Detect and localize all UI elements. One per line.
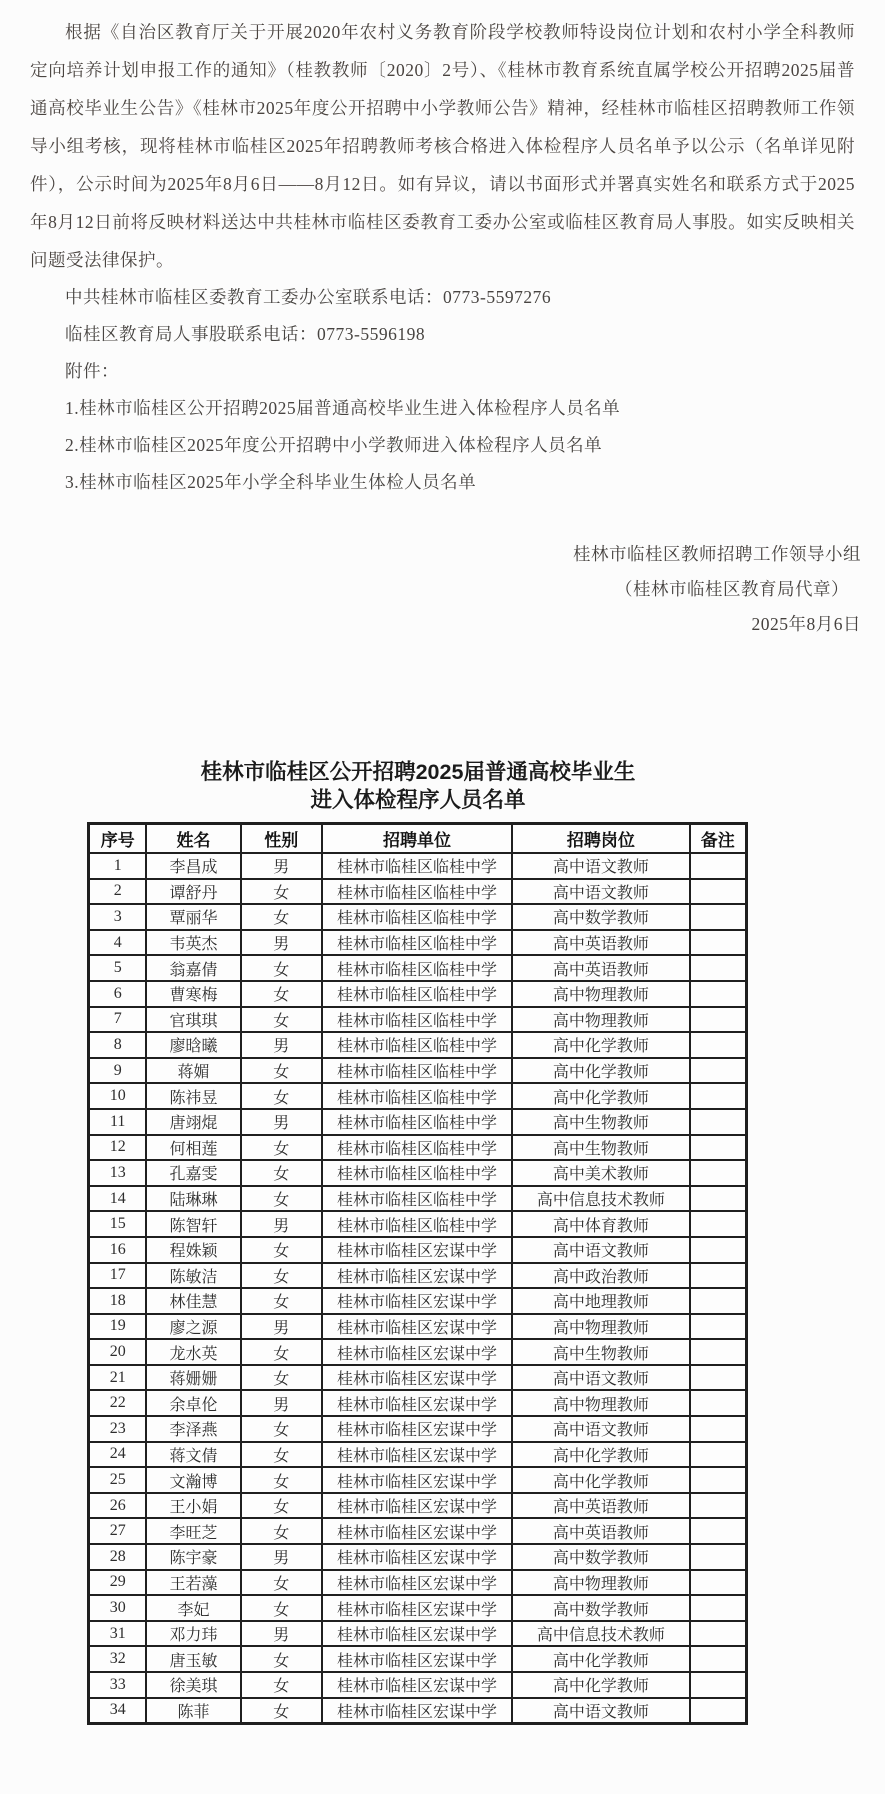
table-cell	[690, 1160, 746, 1186]
table-cell: 程姝颖	[146, 1237, 240, 1263]
table-cell: 高中英语教师	[512, 955, 689, 981]
table-cell: 覃丽华	[146, 904, 240, 930]
table-cell: 陈敏洁	[146, 1263, 240, 1289]
table-row	[89, 930, 746, 956]
table-cell: 27	[89, 1518, 146, 1544]
table-row	[89, 904, 746, 930]
table-cell: 22	[89, 1390, 146, 1416]
table-row	[89, 1032, 746, 1058]
signature-block	[0, 537, 885, 642]
table-cell: 高中物理教师	[512, 1314, 689, 1340]
table-cell: 34	[89, 1698, 146, 1724]
table-cell	[690, 930, 746, 956]
table-cell: 女	[241, 1672, 322, 1698]
table-cell: 谭舒丹	[146, 879, 240, 905]
table-cell: 高中化学教师	[512, 1467, 689, 1493]
table-cell: 桂林市临桂区宏谋中学	[322, 1237, 513, 1263]
table-cell: 女	[241, 981, 322, 1007]
table-cell	[690, 879, 746, 905]
table-row	[89, 1237, 746, 1263]
table-row	[89, 1135, 746, 1161]
table-row	[89, 879, 746, 905]
roster-table-title-line2: 进入体检程序人员名单	[310, 788, 526, 812]
table-cell	[690, 1186, 746, 1212]
table-cell: 桂林市临桂区临桂中学	[322, 879, 513, 905]
column-header-unit: 招聘单位	[322, 824, 513, 853]
table-cell: 19	[89, 1314, 146, 1340]
table-row	[89, 1467, 746, 1493]
table-cell: 高中物理教师	[512, 981, 689, 1007]
table-cell: 6	[89, 981, 146, 1007]
table-cell: 高中语文教师	[512, 1365, 689, 1391]
table-cell: 男	[241, 1314, 322, 1340]
table-cell: 韦英杰	[146, 930, 240, 956]
table-row	[89, 1518, 746, 1544]
table-cell: 26	[89, 1493, 146, 1519]
table-cell: 廖之源	[146, 1314, 240, 1340]
column-header-number: 序号	[89, 824, 146, 853]
table-cell: 陈祎昱	[146, 1083, 240, 1109]
table-cell: 女	[241, 1058, 322, 1084]
table-cell	[690, 1646, 746, 1672]
roster-table	[87, 822, 748, 1725]
table-cell: 男	[241, 1390, 322, 1416]
table-cell: 18	[89, 1288, 146, 1314]
table-cell: 高中化学教师	[512, 1646, 689, 1672]
table-cell: 徐美琪	[146, 1672, 240, 1698]
table-cell: 10	[89, 1083, 146, 1109]
table-cell: 25	[89, 1467, 146, 1493]
table-cell: 7	[89, 1007, 146, 1033]
table-cell	[690, 1314, 746, 1340]
table-cell: 高中政治教师	[512, 1263, 689, 1289]
table-cell: 桂林市临桂区临桂中学	[322, 1083, 513, 1109]
table-row	[89, 1416, 746, 1442]
table-cell: 翁嘉倩	[146, 955, 240, 981]
column-header-name: 姓名	[146, 824, 240, 853]
table-cell	[690, 1109, 746, 1135]
table-cell: 女	[241, 1237, 322, 1263]
table-cell: 桂林市临桂区宏谋中学	[322, 1288, 513, 1314]
table-cell: 男	[241, 1109, 322, 1135]
table-cell: 官琪琪	[146, 1007, 240, 1033]
table-cell: 女	[241, 1288, 322, 1314]
table-cell: 3	[89, 904, 146, 930]
table-cell: 16	[89, 1237, 146, 1263]
table-cell: 23	[89, 1416, 146, 1442]
table-cell: 高中数学教师	[512, 904, 689, 930]
table-cell: 桂林市临桂区宏谋中学	[322, 1442, 513, 1468]
table-cell	[690, 1007, 746, 1033]
table-cell: 女	[241, 1570, 322, 1596]
table-cell: 高中地理教师	[512, 1288, 689, 1314]
table-cell: 高中生物教师	[512, 1135, 689, 1161]
table-cell	[690, 1339, 746, 1365]
table-cell: 高中化学教师	[512, 1032, 689, 1058]
table-cell: 4	[89, 930, 146, 956]
table-cell: 29	[89, 1570, 146, 1596]
table-cell: 男	[241, 853, 322, 879]
table-row	[89, 1493, 746, 1519]
table-cell	[690, 1365, 746, 1391]
table-cell: 1	[89, 853, 146, 879]
table-row	[89, 1186, 746, 1212]
table-row	[89, 853, 746, 879]
table-cell: 何相莲	[146, 1135, 240, 1161]
table-cell: 女	[241, 1339, 322, 1365]
table-cell: 高中语文教师	[512, 879, 689, 905]
table-row	[89, 1698, 746, 1724]
roster-table-title-line1: 桂林市临桂区公开招聘2025届普通高校毕业生	[200, 760, 636, 784]
table-cell: 蒋姗姗	[146, 1365, 240, 1391]
column-header-gender: 性别	[241, 824, 322, 853]
table-cell	[690, 1467, 746, 1493]
table-row	[89, 981, 746, 1007]
table-cell: 14	[89, 1186, 146, 1212]
table-cell	[690, 853, 746, 879]
table-row	[89, 1390, 746, 1416]
table-cell: 女	[241, 1698, 322, 1724]
table-cell: 桂林市临桂区宏谋中学	[322, 1544, 513, 1570]
table-cell: 高中语文教师	[512, 1698, 689, 1724]
table-cell: 唐玉敏	[146, 1646, 240, 1672]
table-cell: 高中英语教师	[512, 1518, 689, 1544]
contact-phone-personnel: 临桂区教育局人事股联系电话：0773-5596198	[65, 324, 426, 344]
table-cell	[690, 1672, 746, 1698]
table-cell: 陆琳琳	[146, 1186, 240, 1212]
table-cell	[690, 1263, 746, 1289]
table-row	[89, 1211, 746, 1237]
table-cell: 高中语文教师	[512, 1416, 689, 1442]
table-cell: 2	[89, 879, 146, 905]
table-row	[89, 1365, 746, 1391]
table-cell	[690, 1416, 746, 1442]
table-cell	[690, 1442, 746, 1468]
table-cell: 李泽燕	[146, 1416, 240, 1442]
table-header-row	[89, 824, 746, 853]
table-cell: 女	[241, 1416, 322, 1442]
table-cell: 高中生物教师	[512, 1339, 689, 1365]
table-row	[89, 1160, 746, 1186]
table-cell: 女	[241, 1595, 322, 1621]
table-cell: 9	[89, 1058, 146, 1084]
signature-seal-note: （桂林市临桂区教育局代章）	[615, 579, 849, 599]
table-cell: 男	[241, 1544, 322, 1570]
table-cell	[690, 1211, 746, 1237]
table-cell: 20	[89, 1339, 146, 1365]
table-cell: 11	[89, 1109, 146, 1135]
table-cell: 女	[241, 1518, 322, 1544]
table-cell: 孔嘉雯	[146, 1160, 240, 1186]
table-row	[89, 1058, 746, 1084]
table-cell	[690, 1288, 746, 1314]
table-cell: 男	[241, 1621, 322, 1647]
table-cell: 李昌成	[146, 853, 240, 879]
table-cell: 高中化学教师	[512, 1058, 689, 1084]
table-cell: 男	[241, 1211, 322, 1237]
table-cell: 高中体育教师	[512, 1211, 689, 1237]
table-row	[89, 1672, 746, 1698]
announcement-document	[0, 13, 885, 1725]
table-cell: 高中英语教师	[512, 930, 689, 956]
table-cell: 12	[89, 1135, 146, 1161]
table-cell: 女	[241, 1263, 322, 1289]
table-cell: 余卓伦	[146, 1390, 240, 1416]
table-cell: 女	[241, 955, 322, 981]
table-cell: 男	[241, 1032, 322, 1058]
table-cell: 高中物理教师	[512, 1570, 689, 1596]
table-cell: 女	[241, 1467, 322, 1493]
table-cell: 桂林市临桂区宏谋中学	[322, 1672, 513, 1698]
table-cell: 30	[89, 1595, 146, 1621]
table-cell: 桂林市临桂区临桂中学	[322, 955, 513, 981]
table-row	[89, 1442, 746, 1468]
table-cell: 高中语文教师	[512, 1237, 689, 1263]
table-row	[89, 1109, 746, 1135]
table-cell: 21	[89, 1365, 146, 1391]
table-cell: 桂林市临桂区宏谋中学	[322, 1698, 513, 1724]
table-cell: 桂林市临桂区临桂中学	[322, 1186, 513, 1212]
table-cell: 女	[241, 1646, 322, 1672]
table-cell: 桂林市临桂区宏谋中学	[322, 1518, 513, 1544]
table-row	[89, 1621, 746, 1647]
table-cell	[690, 1595, 746, 1621]
table-cell: 曹寒梅	[146, 981, 240, 1007]
table-cell: 17	[89, 1263, 146, 1289]
table-cell: 女	[241, 1083, 322, 1109]
table-row	[89, 1570, 746, 1596]
table-cell: 高中美术教师	[512, 1160, 689, 1186]
roster-table-title	[88, 758, 748, 814]
contact-phone-office: 中共桂林市临桂区委教育工委办公室联系电话：0773-5597276	[65, 287, 552, 307]
attachments-label: 附件：	[65, 361, 119, 381]
table-cell: 高中信息技术教师	[512, 1621, 689, 1647]
table-row	[89, 1595, 746, 1621]
table-cell: 桂林市临桂区宏谋中学	[322, 1646, 513, 1672]
attachment-item-2: 2.桂林市临桂区2025年度公开招聘中小学教师进入体检程序人员名单	[65, 435, 603, 455]
table-cell: 高中数学教师	[512, 1595, 689, 1621]
table-cell: 龙水英	[146, 1339, 240, 1365]
table-cell: 8	[89, 1032, 146, 1058]
table-cell: 桂林市临桂区宏谋中学	[322, 1339, 513, 1365]
contact-and-attachments	[30, 279, 855, 501]
table-cell: 桂林市临桂区宏谋中学	[322, 1365, 513, 1391]
table-cell: 高中数学教师	[512, 1544, 689, 1570]
table-cell: 高中化学教师	[512, 1083, 689, 1109]
table-cell	[690, 1058, 746, 1084]
table-cell: 女	[241, 1442, 322, 1468]
table-cell: 高中英语教师	[512, 1493, 689, 1519]
column-header-remark: 备注	[690, 824, 746, 853]
table-cell: 李妃	[146, 1595, 240, 1621]
table-cell: 女	[241, 1365, 322, 1391]
table-cell: 高中物理教师	[512, 1007, 689, 1033]
column-header-position: 招聘岗位	[512, 824, 689, 853]
table-cell: 陈菲	[146, 1698, 240, 1724]
announcement-body: 根据《自治区教育厅关于开展2020年农村义务教育阶段学校教师特设岗位计划和农村小学全科教师定向培养计划申报工作的通知》（桂教教师〔2020〕2号）、《桂林市教育系统直属学校公开招聘2025届普通高校毕业生公告》《桂林市2025年度公开招聘中小学教师公告》精神，经桂林市临桂区招聘教师工作领导小组考核，现将桂林市临桂区2025年招聘教师考核合格进入体检程序人员名单予以公示（名单详见附件），公示时间为2025年8月6日——8月12日。如有异议，请以书面形式并署真实姓名和联系方式于2025年8月12日前将反映材料送达中共桂林市临桂区委教育工委办公室或临桂区教育局人事股。如实反映相关问题受法律保护。	[30, 22, 855, 270]
table-cell	[690, 1135, 746, 1161]
table-cell: 桂林市临桂区宏谋中学	[322, 1416, 513, 1442]
table-cell: 桂林市临桂区宏谋中学	[322, 1314, 513, 1340]
table-row	[89, 1083, 746, 1109]
table-row	[89, 1288, 746, 1314]
table-cell	[690, 1518, 746, 1544]
table-cell	[690, 981, 746, 1007]
table-row	[89, 1263, 746, 1289]
table-cell: 桂林市临桂区临桂中学	[322, 930, 513, 956]
table-cell: 桂林市临桂区临桂中学	[322, 1032, 513, 1058]
table-cell	[690, 1621, 746, 1647]
table-cell: 王小娟	[146, 1493, 240, 1519]
table-row	[89, 1314, 746, 1340]
table-row	[89, 1646, 746, 1672]
table-cell: 桂林市临桂区宏谋中学	[322, 1467, 513, 1493]
table-cell: 桂林市临桂区临桂中学	[322, 1109, 513, 1135]
table-cell	[690, 1493, 746, 1519]
table-cell: 桂林市临桂区临桂中学	[322, 853, 513, 879]
table-cell	[690, 1390, 746, 1416]
attachment-item-1: 1.桂林市临桂区公开招聘2025届普通高校毕业生进入体检程序人员名单	[65, 398, 621, 418]
table-cell: 桂林市临桂区宏谋中学	[322, 1570, 513, 1596]
table-cell: 桂林市临桂区宏谋中学	[322, 1493, 513, 1519]
table-cell	[690, 1032, 746, 1058]
table-cell: 31	[89, 1621, 146, 1647]
table-cell: 桂林市临桂区临桂中学	[322, 1211, 513, 1237]
table-cell: 15	[89, 1211, 146, 1237]
table-cell: 桂林市临桂区宏谋中学	[322, 1595, 513, 1621]
table-cell: 桂林市临桂区临桂中学	[322, 1058, 513, 1084]
table-cell	[690, 1698, 746, 1724]
signature-org: 桂林市临桂区教师招聘工作领导小组	[573, 544, 861, 564]
table-cell	[690, 955, 746, 981]
table-cell: 林佳慧	[146, 1288, 240, 1314]
table-cell: 女	[241, 1007, 322, 1033]
table-cell: 蒋文倩	[146, 1442, 240, 1468]
table-cell: 高中生物教师	[512, 1109, 689, 1135]
table-cell: 桂林市临桂区临桂中学	[322, 904, 513, 930]
table-cell: 桂林市临桂区临桂中学	[322, 1160, 513, 1186]
table-cell: 33	[89, 1672, 146, 1698]
table-cell: 5	[89, 955, 146, 981]
table-cell	[690, 1083, 746, 1109]
table-cell: 桂林市临桂区临桂中学	[322, 981, 513, 1007]
table-cell	[690, 1544, 746, 1570]
table-row	[89, 955, 746, 981]
table-cell: 陈智轩	[146, 1211, 240, 1237]
table-cell: 女	[241, 1493, 322, 1519]
table-cell: 高中语文教师	[512, 853, 689, 879]
table-cell: 李旺芝	[146, 1518, 240, 1544]
attachment-item-3: 3.桂林市临桂区2025年小学全科毕业生体检人员名单	[65, 472, 477, 492]
table-row	[89, 1007, 746, 1033]
table-cell	[690, 1237, 746, 1263]
table-cell: 28	[89, 1544, 146, 1570]
table-cell: 文瀚博	[146, 1467, 240, 1493]
table-cell: 高中化学教师	[512, 1442, 689, 1468]
table-cell: 女	[241, 879, 322, 905]
table-cell: 桂林市临桂区临桂中学	[322, 1007, 513, 1033]
table-cell: 邓力玮	[146, 1621, 240, 1647]
table-cell: 高中信息技术教师	[512, 1186, 689, 1212]
table-cell: 男	[241, 930, 322, 956]
table-cell: 24	[89, 1442, 146, 1468]
table-cell: 女	[241, 1186, 322, 1212]
table-row	[89, 1339, 746, 1365]
table-cell: 高中化学教师	[512, 1672, 689, 1698]
table-cell: 桂林市临桂区宏谋中学	[322, 1390, 513, 1416]
table-cell: 陈宇豪	[146, 1544, 240, 1570]
table-cell	[690, 904, 746, 930]
table-cell: 王若藻	[146, 1570, 240, 1596]
table-cell: 高中物理教师	[512, 1390, 689, 1416]
table-row	[89, 1544, 746, 1570]
table-cell	[690, 1570, 746, 1596]
table-cell: 桂林市临桂区临桂中学	[322, 1135, 513, 1161]
table-cell: 蒋媚	[146, 1058, 240, 1084]
table-cell: 女	[241, 1160, 322, 1186]
table-cell: 桂林市临桂区宏谋中学	[322, 1621, 513, 1647]
table-cell: 32	[89, 1646, 146, 1672]
signature-date: 2025年8月6日	[751, 614, 861, 634]
table-cell: 女	[241, 904, 322, 930]
table-cell: 廖晗曦	[146, 1032, 240, 1058]
table-cell: 桂林市临桂区宏谋中学	[322, 1263, 513, 1289]
table-cell: 13	[89, 1160, 146, 1186]
table-cell: 女	[241, 1135, 322, 1161]
table-cell: 唐翊焜	[146, 1109, 240, 1135]
